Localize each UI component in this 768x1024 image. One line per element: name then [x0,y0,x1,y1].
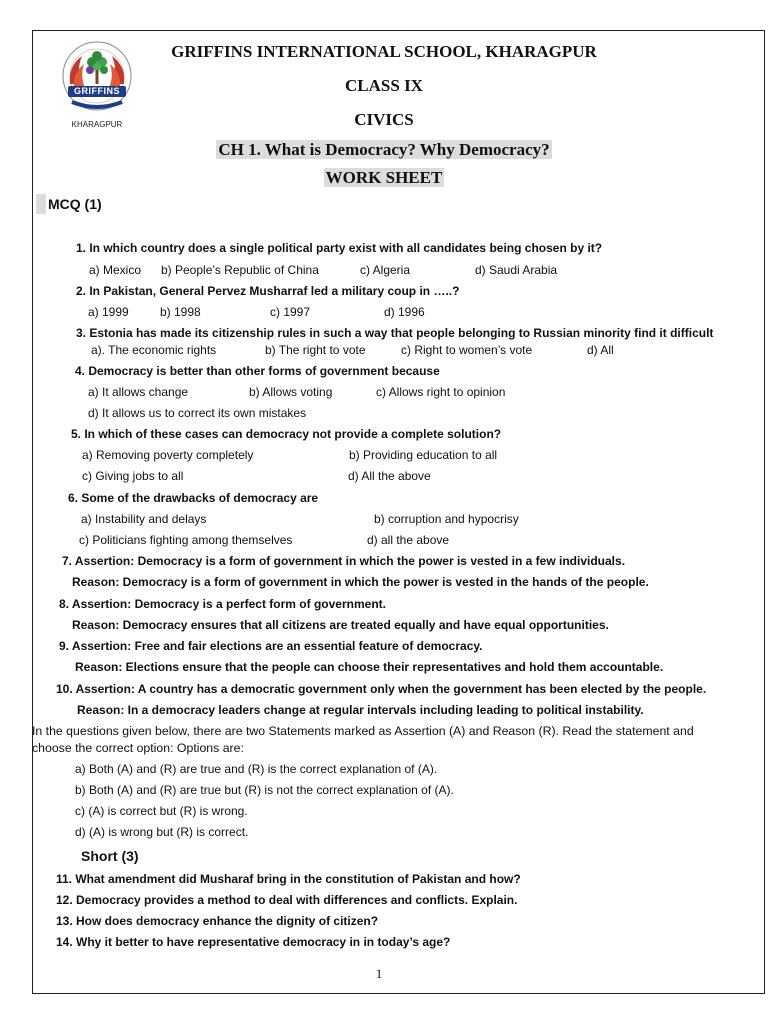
question-10-assertion: 10. Assertion: A country has a democratic government only when the government has been elected by the people. [56,682,707,696]
ar-option-b: b) Both (A) and (R) are true but (R) is not the correct explanation of (A). [75,783,454,797]
logo-name: GRIFFINS [74,86,120,96]
chapter-title: CH 1. What is Democracy? Why Democracy? [218,140,550,159]
question-8-reason: Reason: Democracy ensures that all citizens are treated equally and have equal opportunities. [72,618,609,632]
question-10-reason: Reason: In a democracy leaders change at regular intervals including leading to political instability. [77,703,644,717]
question-7-assertion: 7. Assertion: Democracy is a form of government in which the power is vested in a few individuals. [62,554,626,568]
question-3: 3. Estonia has made its citizenship rules in such a way that people belonging to Russian minority find it difficult [76,326,714,340]
chapter-title-row [0,140,768,160]
q3-option-d: d) All [587,343,614,357]
question-4: 4. Democracy is better than other forms of government because [75,364,440,378]
q4-option-c: c) Allows right to opinion [376,385,506,399]
instruction-line-1: In the questions given below, there are two Statements marked as Assertion (A) and Reason (R). Read the statement and [32,724,694,738]
logo-place: KHARAGPUR [71,120,123,129]
question-8-assertion: 8. Assertion: Democracy is a perfect form of government. [59,597,386,611]
page-number: 1 [375,966,383,981]
q1-option-d: d) Saudi Arabia [475,263,558,277]
school-name: GRIFFINS INTERNATIONAL SCHOOL, KHARAGPUR [171,42,597,61]
q4-option-d: d) It allows us to correct its own mistakes [88,406,307,420]
question-14: 14. Why it better to have representative democracy in in today’s age? [56,935,451,949]
class-label: CLASS IX [345,76,423,95]
q6-option-d: d) all the above [367,533,450,547]
q2-option-b: b) 1998 [160,305,201,319]
q3-option-a: a). The economic rights [91,343,217,357]
question-9-assertion: 9. Assertion: Free and fair elections are an essential feature of democracy. [59,639,483,653]
question-6: 6. Some of the drawbacks of democracy are [68,491,319,505]
ar-option-a: a) Both (A) and (R) are true and (R) is the correct explanation of (A). [75,762,438,776]
q3-option-c: c) Right to women’s vote [401,343,533,357]
worksheet-title: WORK SHEET [325,168,443,187]
q6-option-b: b) corruption and hypocrisy [374,512,519,526]
q4-option-b: b) Allows voting [249,385,333,399]
question-13: 13. How does democracy enhance the dignity of citizen? [56,914,379,928]
q5-option-d: d) All the above [348,469,431,483]
question-11: 11. What amendment did Musharaf bring in the constitution of Pakistan and how? [56,872,521,886]
q2-option-d: d) 1996 [384,305,425,319]
ar-option-c: c) (A) is correct but (R) is wrong. [75,804,248,818]
q5-option-c: c) Giving jobs to all [82,469,184,483]
q5-option-b: b) Providing education to all [349,448,498,462]
instruction-line-2: choose the correct option: Options are: [32,741,244,755]
q5-option-a: a) Removing poverty completely [82,448,254,462]
q3-option-b: b) The right to vote [265,343,366,357]
q1-option-c: c) Algeria [360,263,411,277]
section-marker [36,194,46,214]
question-1: 1. In which country does a single political party exist with all candidates being chosen by it? [76,241,603,255]
q6-option-a: a) Instability and delays [81,512,207,526]
worksheet-title-row [0,168,768,188]
mcq-heading: MCQ (1) [48,196,102,212]
short-heading: Short (3) [81,848,139,864]
question-2: 2. In Pakistan, General Pervez Musharraf led a military coup in …..? [76,284,460,298]
question-7-reason: Reason: Democracy is a form of government in which the power is vested in the hands of the people. [72,575,649,589]
q1-option-a: a) Mexico [89,263,142,277]
subject-label: CIVICS [354,110,414,129]
q2-option-a: a) 1999 [88,305,129,319]
question-5: 5. In which of these cases can democracy not provide a complete solution? [71,427,502,441]
q2-option-c: c) 1997 [270,305,311,319]
q1-option-b: b) People’s Republic of China [161,263,319,277]
q6-option-c: c) Politicians fighting among themselves [79,533,293,547]
question-12: 12. Democracy provides a method to deal with differences and conflicts. Explain. [56,893,518,907]
q4-option-a: a) It allows change [88,385,189,399]
question-9-reason: Reason: Elections ensure that the people can choose their representatives and hold them accountable. [75,660,664,674]
ar-option-d: d) (A) is wrong but (R) is correct. [75,825,249,839]
